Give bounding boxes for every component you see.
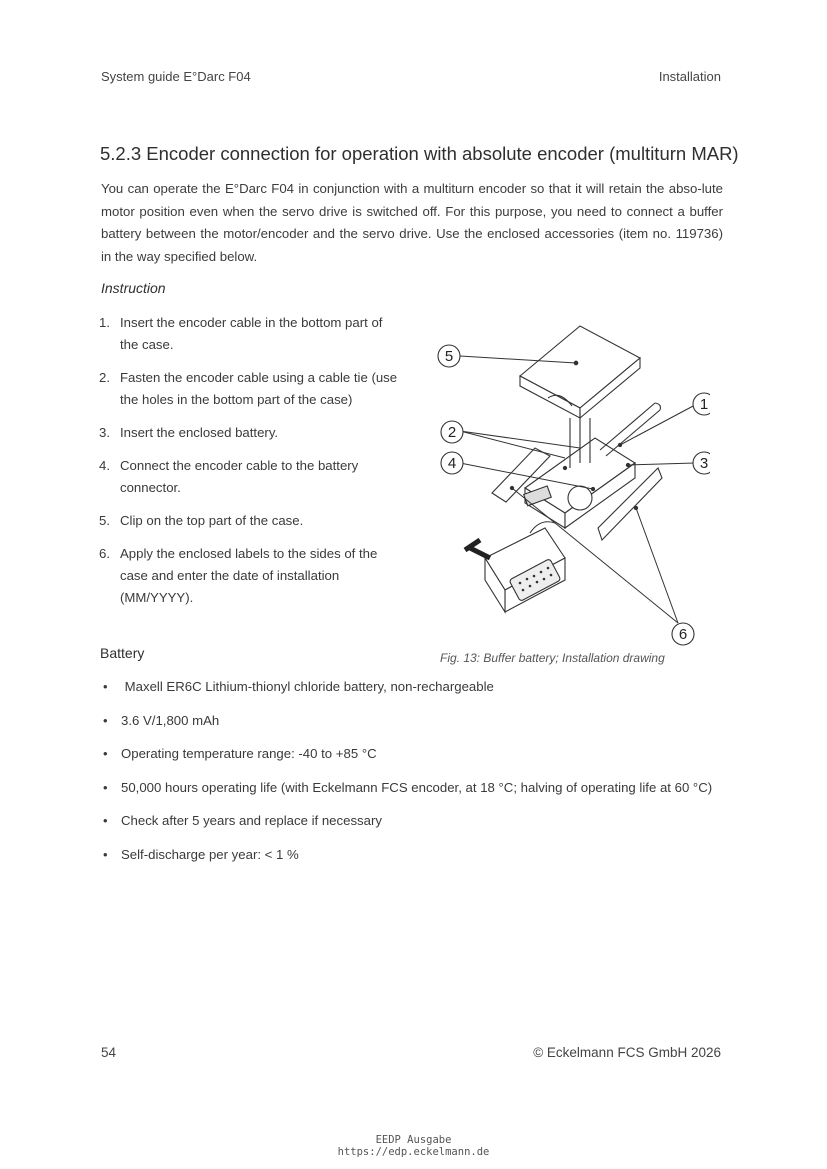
list-item xyxy=(103,844,723,866)
step-number: 3. xyxy=(99,425,110,440)
step-number: 2. xyxy=(99,370,110,385)
intro-paragraph: You can operate the E°Darc F04 in conjunction with a multiturn encoder so that it will retain the abso-lute motor position even when the servo drive is switched off. For this purpose, you need to connect a buffer battery between the motor/encoder and the servo drive. Use the enclosed accessories (item no. 119736) in the way specified below. xyxy=(101,181,723,264)
list-item xyxy=(103,710,723,732)
callout-6-label: 6 xyxy=(678,626,688,643)
instruction-step xyxy=(99,455,399,499)
bullet: • xyxy=(103,846,108,862)
callout-2-label: 2 xyxy=(447,424,457,441)
bullet: • xyxy=(103,679,108,694)
step-text: Insert the enclosed battery. xyxy=(120,425,279,440)
instruction-step xyxy=(99,422,399,444)
page-number: 54 xyxy=(101,1045,117,1060)
running-header-title: System guide E°Darc F04 xyxy=(101,69,251,84)
battery-heading: Battery xyxy=(100,645,145,661)
instruction-steps xyxy=(99,312,399,620)
list-item-text: 3.6 V/1,800 mAh xyxy=(121,712,220,728)
list-item-text: Self-discharge per year: < 1 % xyxy=(121,846,299,862)
instruction-step xyxy=(99,510,399,532)
running-header-chapter: Installation xyxy=(658,69,721,84)
edition-stamp-url: https://edp.eckelmann.de xyxy=(337,1146,490,1158)
step-text: Clip on the top part of the case. xyxy=(120,513,304,528)
figure-caption: Fig. 13: Buffer battery; Installation drawing xyxy=(440,651,665,665)
step-number: 6. xyxy=(99,546,110,561)
case-top-part xyxy=(520,326,640,418)
callout-2 xyxy=(441,421,463,443)
list-item xyxy=(103,777,723,799)
bullet: • xyxy=(103,712,108,728)
buffer-battery-installation-drawing xyxy=(430,318,710,648)
instruction-step xyxy=(99,312,399,356)
callout-4-label: 4 xyxy=(447,455,457,472)
edition-stamp xyxy=(0,1134,827,1158)
list-item-text: 50,000 hours operating life (with Eckelmann FCS encoder, at 18 °C; halving of operating life at 60 °C) xyxy=(121,779,713,795)
step-text: Apply the enclosed labels to the sides of the case and enter the date of installation (MM/YYYY). xyxy=(120,546,378,605)
step-text: Insert the encoder cable in the bottom part of the case. xyxy=(120,315,383,352)
list-item xyxy=(103,676,723,698)
step-text: Fasten the encoder cable using a cable tie (use the holes in the bottom part of the case) xyxy=(120,370,398,407)
case-bottom-part xyxy=(524,403,661,528)
section-title: 5.2.3 Encoder connection for operation with absolute encoder (multiturn MAR) xyxy=(100,143,739,164)
bullet: • xyxy=(103,813,108,828)
callout-1 xyxy=(693,393,710,415)
callout-4 xyxy=(441,452,463,474)
instruction-step xyxy=(99,543,399,609)
list-item xyxy=(103,743,723,765)
d-sub-connector xyxy=(465,522,565,612)
list-item xyxy=(103,810,723,832)
bullet: • xyxy=(103,746,108,761)
list-item-text: Operating temperature range: -40 to +85 °C xyxy=(121,746,377,761)
step-number: 1. xyxy=(99,315,110,330)
list-item-text: Check after 5 years and replace if necessary xyxy=(121,813,382,828)
list-item-text: Maxell ER6C Lithium-thionyl chloride battery, non-rechargeable xyxy=(121,679,494,694)
callout-3-label: 3 xyxy=(699,455,709,472)
bullet: • xyxy=(103,779,108,795)
callout-6 xyxy=(672,623,694,645)
instruction-heading: Instruction xyxy=(101,280,166,296)
intro-paragraph-block xyxy=(101,178,723,268)
callout-3 xyxy=(693,452,710,474)
edition-stamp-title: EEDP Ausgabe xyxy=(375,1134,452,1146)
callout-5-label: 5 xyxy=(444,348,454,365)
copyright-notice: © Eckelmann FCS GmbH 2026 xyxy=(533,1045,721,1060)
callout-1-label: 1 xyxy=(699,396,709,413)
callout-5 xyxy=(438,345,460,367)
step-text: Connect the encoder cable to the battery connector. xyxy=(120,458,359,495)
instruction-step xyxy=(99,367,399,411)
battery-specs-list xyxy=(103,676,723,877)
step-number: 5. xyxy=(99,513,110,528)
step-number: 4. xyxy=(99,458,110,473)
